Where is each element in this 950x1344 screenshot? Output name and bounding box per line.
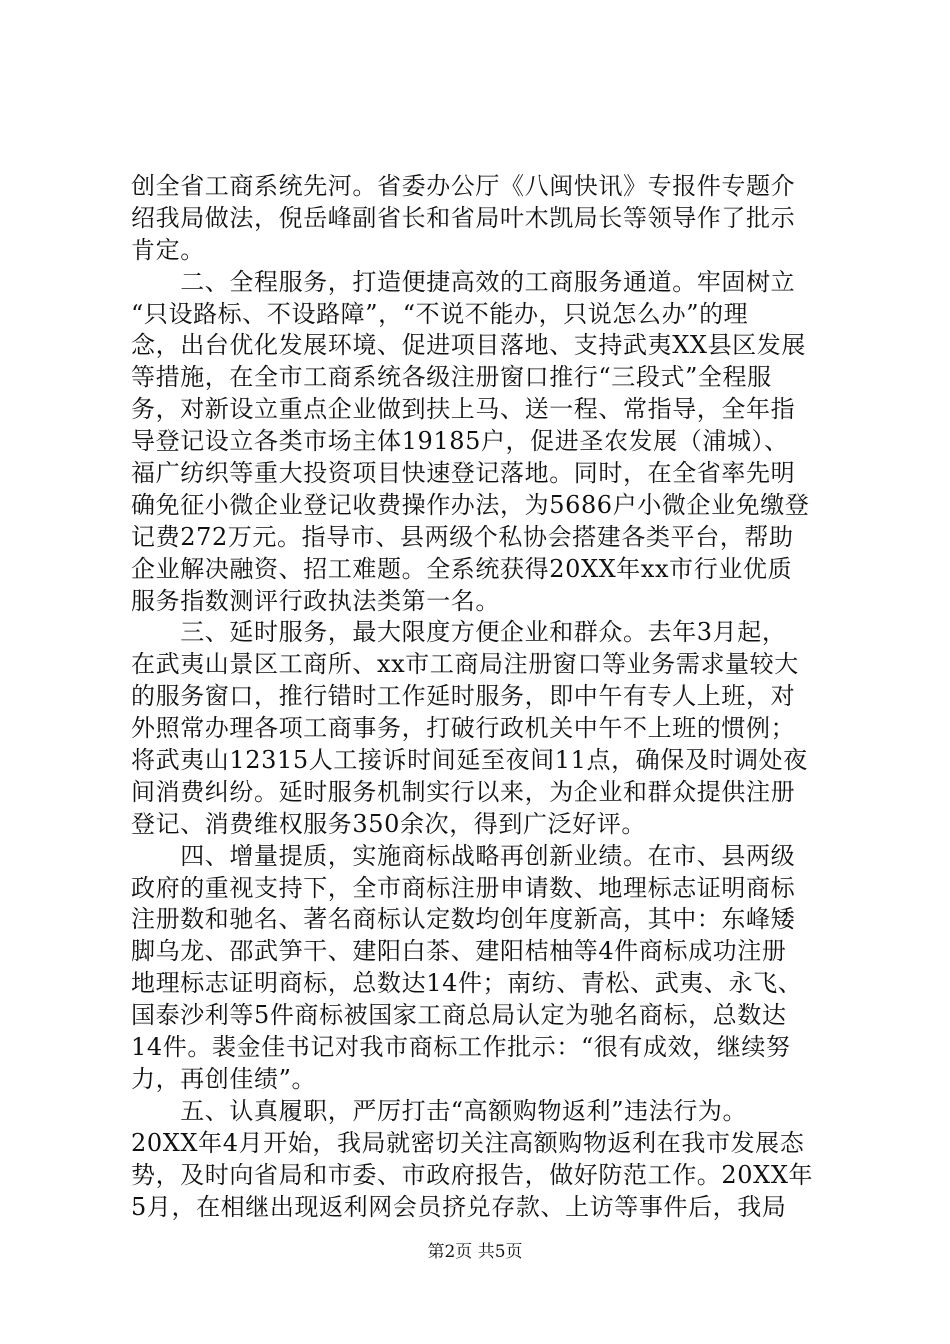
text-line: 14件。裴金佳书记对我市商标工作批示：“很有成效，继续努: [131, 1033, 791, 1062]
text-line: 念，出台优化发展环境、促进项目落地、支持武夷XX县区发展: [131, 331, 806, 360]
text-line: 国泰沙利等5件商标被国家工商总局认定为驰名商标，总数达: [131, 1001, 787, 1030]
text-line: 脚乌龙、邵武笋干、建阳白茶、建阳桔柚等4件商标成功注册: [131, 937, 787, 966]
body-text: [131, 171, 831, 1223]
text-line: 注册数和驰名、著名商标认定数均创年度新高，其中：东峰矮: [131, 905, 796, 934]
text-line: 政府的重视支持下，全市商标注册申请数、地理标志证明商标: [131, 873, 796, 902]
text-line: 20XX年4月开始，我局就密切关注高额购物返利在我市发展态: [131, 1128, 805, 1157]
text-line: 外照常办理各项工商事务，打破行政机关中午不上班的惯例；: [131, 714, 796, 743]
text-line: 地理标志证明商标，总数达14件；南纺、青松、武夷、永飞、: [131, 969, 803, 998]
text-line: 间消费纠纷。延时服务机制实行以来，为企业和群众提供注册: [131, 777, 796, 806]
text-line: “只设路标、不设路障”，“不说不能办，只说怎么办”的理: [131, 299, 749, 328]
text-line: 四、增量提质，实施商标战略再创新业绩。在市、县两级: [131, 841, 796, 870]
text-line: 确免征小微企业登记收费操作办法，为5686户小微企业免缴登: [131, 490, 810, 519]
text-line: 登记、消费维权服务350余次，得到广泛好评。: [131, 809, 647, 838]
text-line: 福广纺织等重大投资项目快速登记落地。同时，在全省率先明: [131, 459, 796, 488]
text-line: 导登记设立各类市场主体19185户，促进圣农发展（浦城）、: [131, 427, 789, 456]
text-line: 肯定。: [131, 235, 205, 264]
text-line: 力，再创佳绩”。: [131, 1064, 317, 1093]
text-line: 企业解决融资、招工难题。全系统获得20XX年xx市行业优质: [131, 554, 793, 583]
text-line: 绍我局做法，倪岳峰副省长和省局叶木凯局长等领导作了批示: [131, 203, 796, 232]
text-line: 务，对新设立重点企业做到扶上马、送一程、常指导，全年指: [131, 395, 796, 424]
text-line: 势，及时向省局和市委、市政府报告，做好防范工作。20XX年: [131, 1160, 814, 1189]
text-line: 记费272万元。指导市、县两级个私协会搭建各类平台，帮助: [131, 522, 794, 551]
text-line: 的服务窗口，推行错时工作延时服务，即中午有专人上班，对: [131, 682, 796, 711]
page-number-footer: 第2页 共5页: [427, 1242, 523, 1262]
text-line: 将武夷山12315人工接诉时间延至夜间11点，确保及时调处夜: [131, 746, 808, 775]
text-line: 在武夷山景区工商所、xx市工商局注册窗口等业务需求量较大: [131, 650, 799, 679]
text-line: 创全省工商系统先河。省委办公厅《八闽快讯》专报件专题介: [131, 172, 796, 200]
text-line: 等措施，在全市工商系统各级注册窗口推行“三段式”全程服: [131, 363, 772, 392]
text-line: 五、认真履职，严厉打击“高额购物返利”违法行为。: [131, 1096, 748, 1125]
text-line: 服务指数测评行政执法类第一名。: [131, 586, 500, 615]
text-line: 5月，在相继出现返利网会员挤兑存款、上访等事件后，我局: [131, 1192, 787, 1221]
text-line: 二、全程服务，打造便捷高效的工商服务通道。牢固树立: [131, 267, 796, 296]
text-line: 三、延时服务，最大限度方便企业和群众。去年3月起，: [131, 618, 787, 647]
